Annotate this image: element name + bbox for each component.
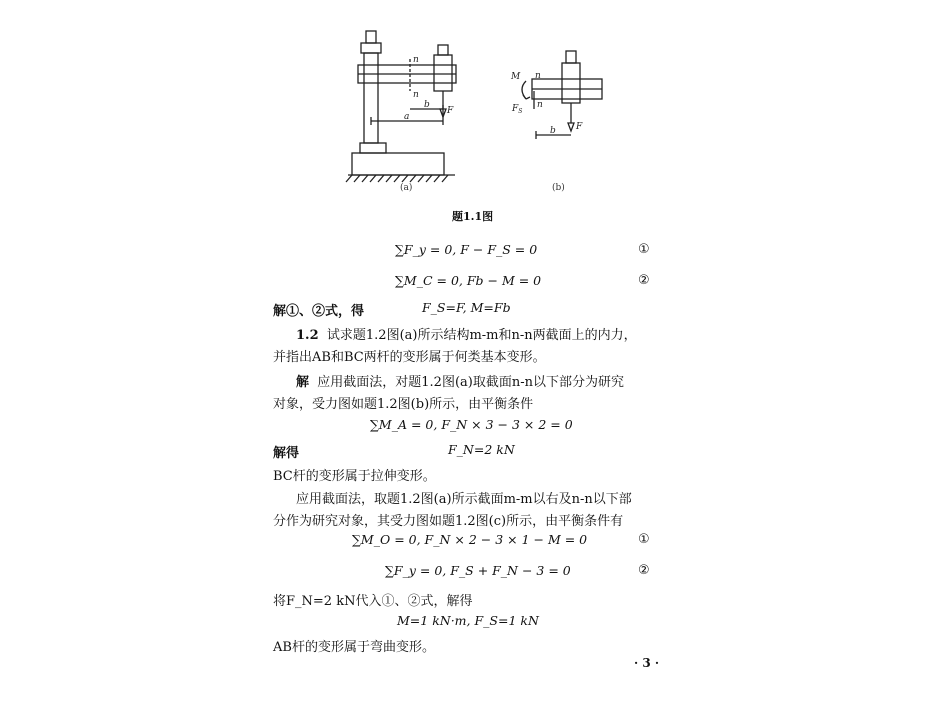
figure-1-1 — [330, 25, 610, 195]
label-Fs: $F_S$ — [512, 104, 523, 115]
substitute-line: 将F_N=2 kN代入①、②式，解得 — [273, 594, 473, 609]
problem-1-2-line1: 1.2 试求题1.2图(a)所示结构m-m和n-n两截面上的内力， — [296, 328, 637, 343]
label-b: b — [424, 100, 430, 110]
subfigure-a-label: (a) — [400, 183, 413, 193]
equation-5-number: ② — [638, 563, 650, 578]
solve-label-1: 解①、②式，得 — [273, 304, 365, 319]
equation-1-number: ① — [638, 242, 650, 257]
label-F-b: F — [576, 122, 583, 132]
problem-1-2-line2: 并指出AB和BC两杆的变形属于何类基本变形。 — [273, 350, 546, 365]
equation-2-number: ② — [638, 273, 650, 288]
solve-result-1: F_S=F, M=Fb — [422, 300, 511, 315]
label-b-b: b — [550, 126, 556, 136]
label-a: a — [404, 112, 410, 122]
subfigure-b-label: (b) — [552, 183, 565, 193]
label-n2-b: n — [537, 100, 543, 110]
label-n-top: n — [413, 55, 419, 65]
bc-conclusion: BC杆的变形属于拉伸变形。 — [273, 469, 436, 484]
answer-line1: 解 应用截面法，对题1.2图(a)取截面n-n以下部分为研究 — [296, 375, 624, 390]
para2-line1: 应用截面法，取题1.2图(a)所示截面m-m以右及n-n以下部 — [296, 492, 632, 507]
figure-b-free-body — [522, 51, 602, 139]
label-n-bottom: n — [413, 90, 419, 100]
equation-4-number: ① — [638, 532, 650, 547]
solve-label-2: 解得 — [273, 446, 300, 461]
equation-4: ∑M_O = 0, F_N × 2 − 3 × 1 − M = 0 — [352, 532, 588, 547]
page-number: · 3 · — [634, 656, 660, 670]
equation-1: ∑F_y = 0, F − F_S = 0 — [395, 242, 538, 257]
equation-3: ∑M_A = 0, F_N × 3 − 3 × 2 = 0 — [370, 417, 573, 432]
answer-line2: 对象，受力图如题1.2图(b)所示，由平衡条件 — [273, 397, 534, 412]
equation-5: ∑F_y = 0, F_S + F_N − 3 = 0 — [385, 563, 571, 578]
para2-line2: 分作为研究对象，其受力图如题1.2图(c)所示，由平衡条件有 — [273, 514, 624, 529]
ab-conclusion: AB杆的变形属于弯曲变形。 — [273, 640, 435, 655]
equation-2: ∑M_C = 0, Fb − M = 0 — [395, 273, 542, 288]
label-M: M — [511, 72, 521, 82]
final-result: M=1 kN·m, F_S=1 kN — [397, 613, 539, 628]
label-n-b: n — [535, 71, 541, 81]
figure-caption: 题1.1图 — [452, 210, 494, 223]
figure-a-drill — [346, 31, 456, 182]
label-F: F — [447, 106, 454, 116]
solve-result-2: F_N=2 kN — [448, 442, 515, 457]
